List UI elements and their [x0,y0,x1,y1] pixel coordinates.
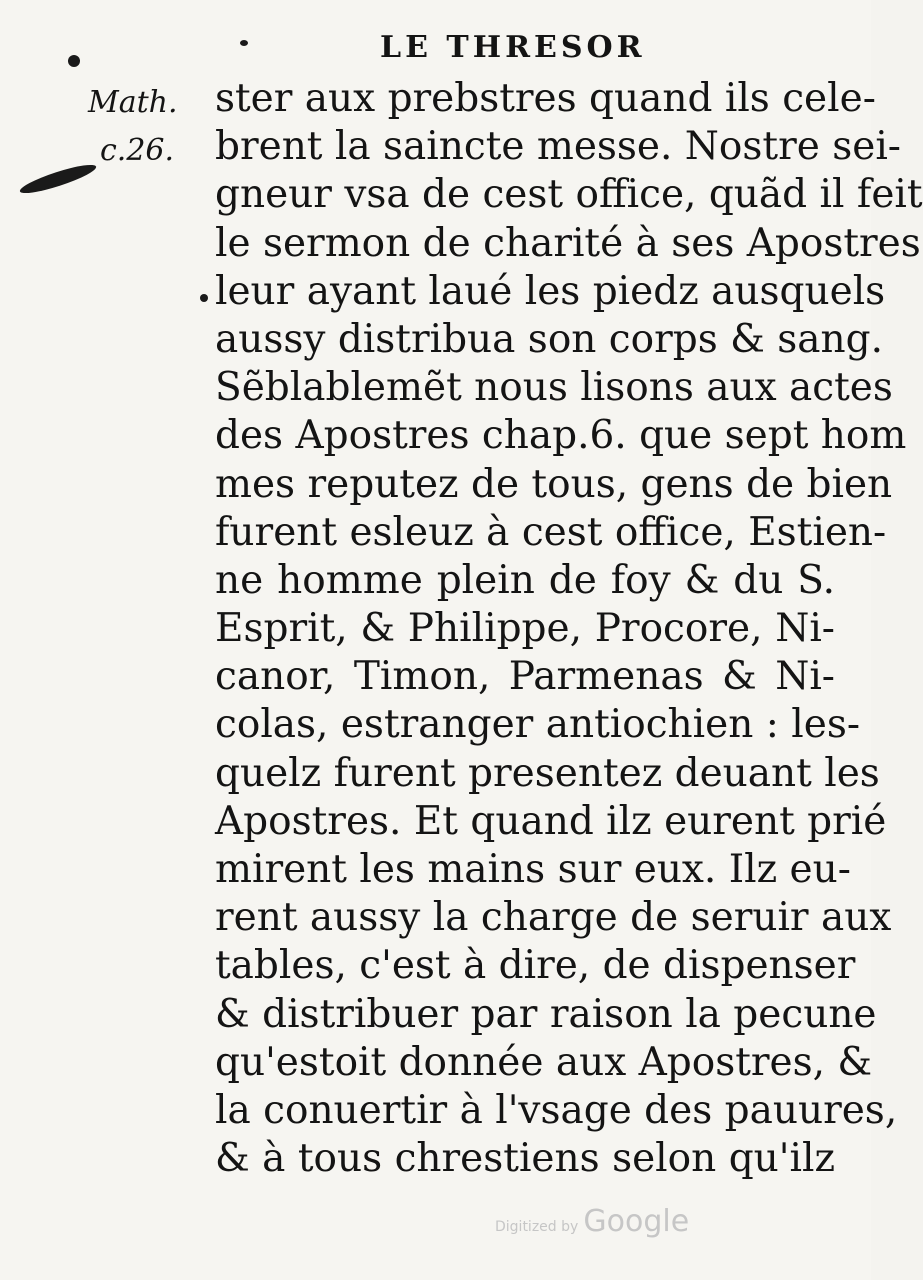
text-line: Apostres. Et quand ilz eurent prié [215,798,887,844]
text-line: leur ayant laué les piedz ausquels [215,268,886,314]
text-line: mes reputez de tous, gens de bien [215,461,893,507]
text-line: qu'estoit donnée aux Apostres, & [215,1039,873,1085]
text-line: & à tous chrestiens selon qu'ilz [215,1136,835,1182]
text-line: brent la saincte messe. Nostre sei- [215,124,901,170]
margin-note-reference: Math. [88,85,178,120]
margin-note-chapter: c.26. [100,133,175,168]
ink-spot [240,40,248,46]
text-line: des Apostres chap.6. que sept hom [215,413,907,459]
ink-spot [200,294,208,302]
text-line: canor, Timon, Parmenas & Ni- [215,654,835,700]
text-line: Sẽblablemẽt nous lisons aux actes [215,365,893,411]
digitized-watermark [495,1204,689,1239]
text-line: colas, estranger antiochien : les- [215,702,861,748]
text-line: tables, c'est à dire, de dispenser [215,943,856,989]
text-line: aussy distribua son corps & sang. [215,316,884,362]
text-line: ster aux prebstres quand ils cele- [215,76,876,121]
text-line: Esprit, & Philippe, Procore, Ni- [215,606,835,652]
text-line: gneur vsa de cest office, quãd il feit [215,172,923,218]
text-line: le sermon de charité à ses Apostres [215,220,921,266]
text-line: mirent les mains sur eux. Ilz eu- [215,847,851,892]
text-line: rent aussy la charge de seruir aux [215,895,892,941]
ink-smudge [18,160,98,198]
text-line: quelz furent presentez deuant les [215,750,880,796]
text-line: furent esleuz à cest office, Estien- [215,509,887,555]
body-text [215,75,923,1183]
text-line: ne homme plein de foy & du S. [215,557,835,603]
text-line: & distribuer par raison la pecune [215,991,877,1037]
watermark-brand: Google [583,1204,690,1239]
running-head: LE THRESOR [380,30,646,65]
text-line: la conuertir à l'vsage des pauures, [215,1087,898,1133]
ink-spot [68,55,80,67]
watermark-prefix: Digitized by [495,1219,579,1235]
